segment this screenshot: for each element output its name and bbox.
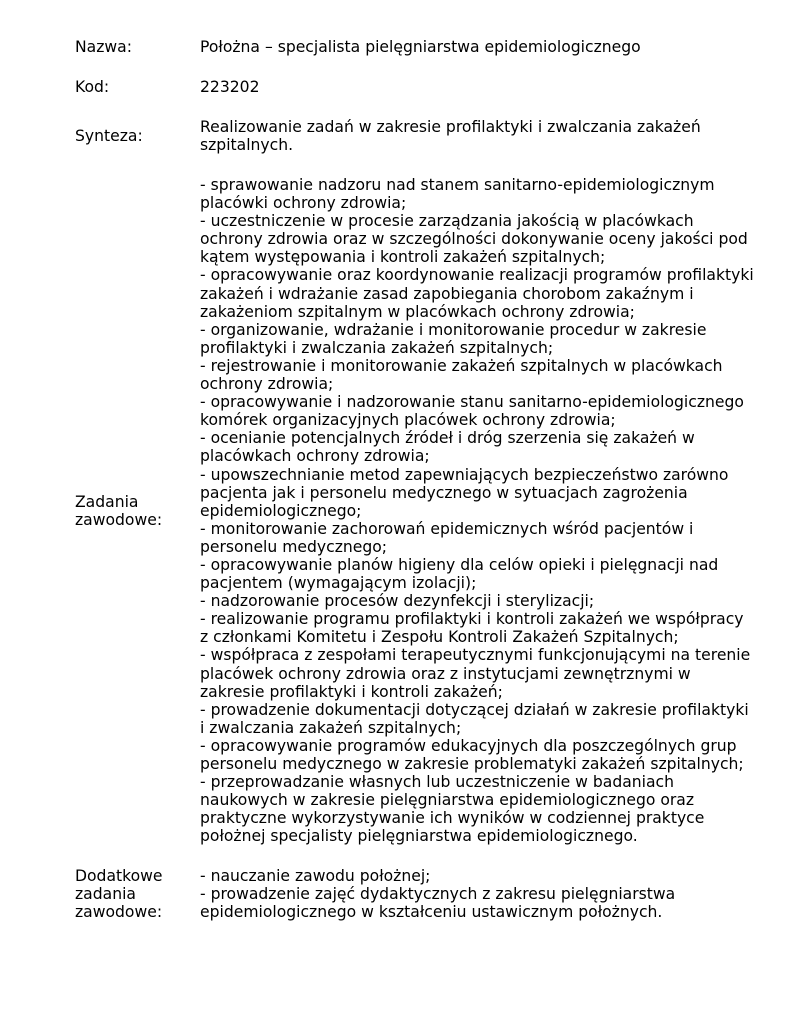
synthesis-value: Realizowanie zadań w zakresie profilaktyki i zwalczania zakażeń szpitalnych. [200, 118, 701, 155]
tasks-label: Zadania zawodowe: [75, 492, 163, 529]
tasks-value: - sprawowanie nadzoru nad stanem sanitarno-epidemiologicznym placówki ochrony zdrowia; - uczestniczenie w procesie zarządzania jakością w placówkach ochrony zdrowia oraz w szczególności dokonywanie oceny jakości pod kątem występowania i kontroli zakażeń szpitalnych; - opracowywanie oraz koordynowanie realizacji programów profilaktyki zakażeń i wdrażanie zasad zapobiegania chorobom zakaźnym i zakażeniom szpitalnym w placówkach ochrony zdrowia; - organizowanie, wdrażanie i monitorowanie procedur w zakresie profilaktyki i zwalczania zakażeń szpitalnych; - rejestrowanie i monitorowanie zakażeń szpitalnych w placówkach ochrony zdrowia; - opracowywanie i nadzorowanie stanu sanitarno-epidemiologicznego komórek organizacyjnych placówek ochrony zdrowia; - ocenianie potencjalnych źródeł i dróg szerzenia się zakażeń w placówkach ochrony zdrowia; - upowszechnianie metod zapewniających bezpieczeństwo zarówno pacjenta jak i personelu medycznego w sytuacjach zagrożenia epidemiologicznego; - monitorowanie zachorowań epidemicznych wśród pacjentów i personelu medycznego; - opracowywanie planów higieny dla celów opieki i pielęgnacji nad pacjentem (wymagającym izolacji); - nadzorowanie procesów dezynfekcji i sterylizacji; - realizowanie programu profilaktyki i kontroli zakażeń we współpracy z członkami Komitetu i Zespołu Kontroli Zakażeń Szpitalnych; - współpraca z zespołami terapeutycznymi funkcjonującymi na terenie placówek ochrony zdrowia oraz z instytucjami zewnętrznymi w zakresie profilaktyki i kontroli zakażeń; - prowadzenie dokumentacji dotyczącej działań w zakresie profilaktyki i zwalczania zakażeń szpitalnych; - opracowywanie programów edukacyjnych dla poszczególnych grup personelu medycznego w zakresie problematyki zakażeń szpitalnych; - przeprowadzanie własnych lub uczestniczenie w badaniach naukowych w zakresie pielęgniarstwa epidemiologicznego oraz praktyczne wykorzystywanie ich wyników w codziennej praktyce położnej specjalisty pielęgniarstwa epidemiologicznego. [200, 176, 754, 846]
additional-tasks-row [75, 867, 765, 921]
name-row [75, 38, 765, 56]
code-label: Kod: [75, 78, 110, 96]
tasks-row [75, 176, 765, 845]
additional-tasks-value: - nauczanie zawodu położnej; - prowadzenie zajęć dydaktycznych z zakresu pielęgniarstwa epidemiologicznego w kształceniu ustawicznym położnych. [200, 867, 676, 922]
additional-tasks-label: Dodatkowe zadania zawodowe: [75, 867, 163, 922]
name-label: Nazwa: [75, 38, 132, 56]
synthesis-label: Synteza: [75, 127, 143, 145]
synthesis-row [75, 118, 765, 154]
code-row [75, 78, 765, 96]
name-value: Położna – specjalista pielęgniarstwa epidemiologicznego [200, 38, 641, 56]
code-value: 223202 [200, 78, 260, 96]
